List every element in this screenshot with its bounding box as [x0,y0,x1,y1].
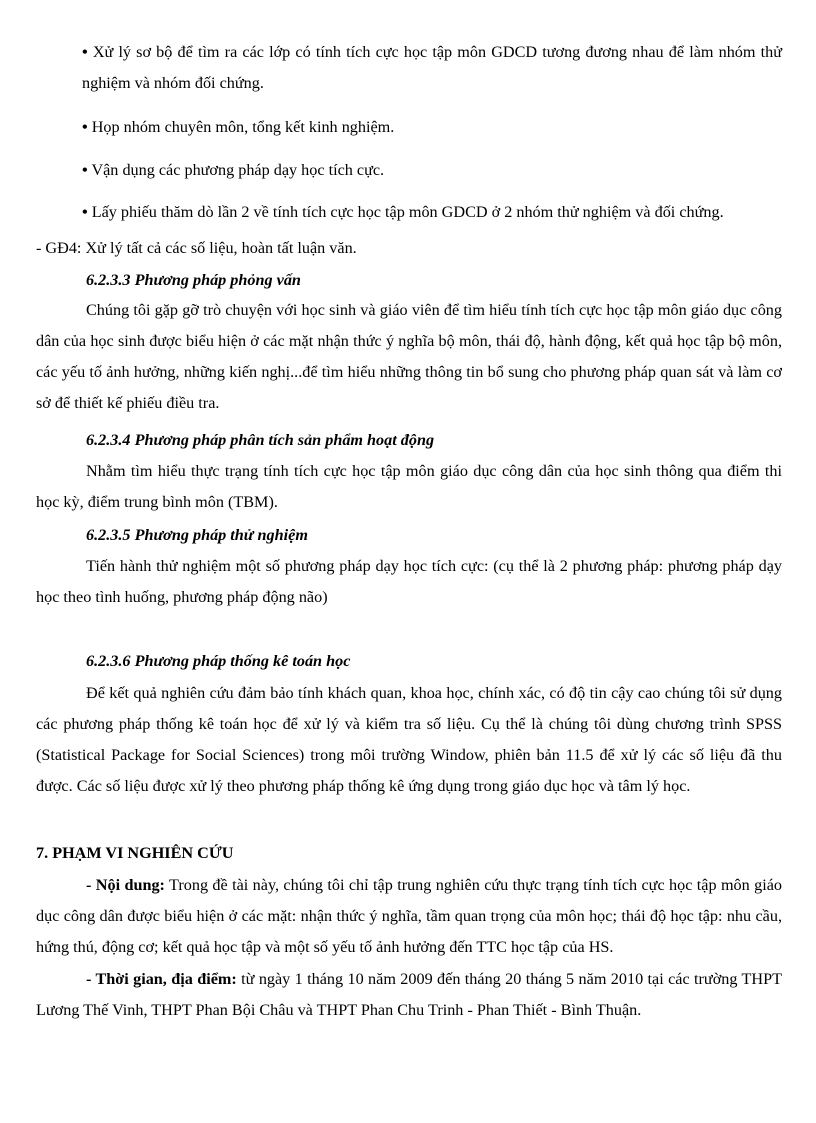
section-heading-7: 7. PHẠM VI NGHIÊN CỨU [36,844,234,862]
scope-content-label: - Nội dung: [86,876,165,894]
bullet-symbol: • [82,43,88,61]
scope-content-text: Trong đề tài này, chúng tôi chỉ tập trung nghiên cứu thực trạng tính tích cực học tập môn giáo dục công dân được biểu hiện ở các mặt: nhận thức ý nghĩa, tầm quan trọng của môn học; thái độ học tập: nhu cầu, hứng thú, động cơ; kết quả học tập và một số yếu tố ảnh hưởng đến TTC học tập của HS. [36,876,782,956]
section-heading-6-2-3-5: 6.2.3.5 Phương pháp thử nghiệm [86,526,308,544]
section-heading-6-2-3-3: 6.2.3.3 Phương pháp phỏng vấn [86,271,301,289]
gd4-line: - GĐ4: Xử lý tất cả các số liệu, hoàn tất luận văn. [36,239,357,257]
bullet-text: Họp nhóm chuyên môn, tổng kết kinh nghiệm. [91,118,395,136]
section-heading-6-2-3-6: 6.2.3.6 Phương pháp thống kê toán học [86,652,351,670]
bullet-text: Lấy phiếu thăm dò lần 2 về tính tích cực học tập môn GDCD ở 2 nhóm thử nghiệm và đối chứng. [91,203,724,221]
bullet-text: Xử lý sơ bộ để tìm ra các lớp có tính tích cực học tập môn GDCD tương đương nhau để làm nhóm thử nghiệm và nhóm đối chứng. [82,43,783,92]
scope-time-label: - Thời gian, địa điểm: [86,970,237,988]
bullet-symbol: • [82,161,88,179]
bullet-item [82,197,802,228]
bullet-item [82,112,782,143]
scope-time-paragraph [36,964,782,1026]
scope-content-paragraph [36,870,782,963]
section-body-6-2-3-4: Nhằm tìm hiểu thực trạng tính tích cực học tập môn giáo dục công dân của học sinh thông qua điểm thi học kỳ, điểm trung bình môn (TBM). [36,462,782,511]
section-body-6-2-3-3: Chúng tôi gặp gỡ trò chuyện với học sinh và giáo viên để tìm hiểu tính tích cực học tập môn giáo dục công dân của học sinh được biểu hiện ở các mặt nhận thức ý nghĩa bộ môn, thái độ, hành động, kết quả học tập bộ môn, các yếu tố ảnh hưởng, những kiến nghị...để tìm hiểu những thông tin bổ sung cho phương pháp quan sát và làm cơ sở để thiết kế phiếu điều tra. [36,301,782,412]
bullet-symbol: • [82,118,88,136]
bullet-item [82,155,782,186]
section-body-6-2-3-6: Để kết quả nghiên cứu đảm bảo tính khách quan, khoa học, chính xác, có độ tin cậy cao chúng tôi sử dụng các phương pháp thống kê toán học để xử lý và kiểm tra số liệu. Cụ thể là chúng tôi dùng chương trình SPSS (Statistical Package for Social Sciences) trong môi trường Window, phiên bản 11.5 để xử lý các số liệu đã thu được. Các số liệu được xử lý theo phương pháp thống kê ứng dụng trong giáo dục học và tâm lý học. [36,684,782,795]
bullet-item [82,37,782,99]
section-body-6-2-3-5: Tiến hành thử nghiệm một số phương pháp dạy học tích cực: (cụ thể là 2 phương pháp: phương pháp dạy học theo tình huống, phương pháp động não) [36,557,782,606]
section-heading-6-2-3-4: 6.2.3.4 Phương pháp phân tích sản phẩm hoạt động [86,431,435,449]
bullet-symbol: • [82,203,88,221]
scope-time-text: từ ngày 1 tháng 10 năm 2009 đến tháng 20 tháng 5 năm 2010 tại các trường THPT Lương Thế Vinh, THPT Phan Bội Châu và THPT Phan Chu Trinh - Phan Thiết - Bình Thuận. [36,970,783,1019]
bullet-text: Vận dụng các phương pháp dạy học tích cực. [91,161,385,179]
